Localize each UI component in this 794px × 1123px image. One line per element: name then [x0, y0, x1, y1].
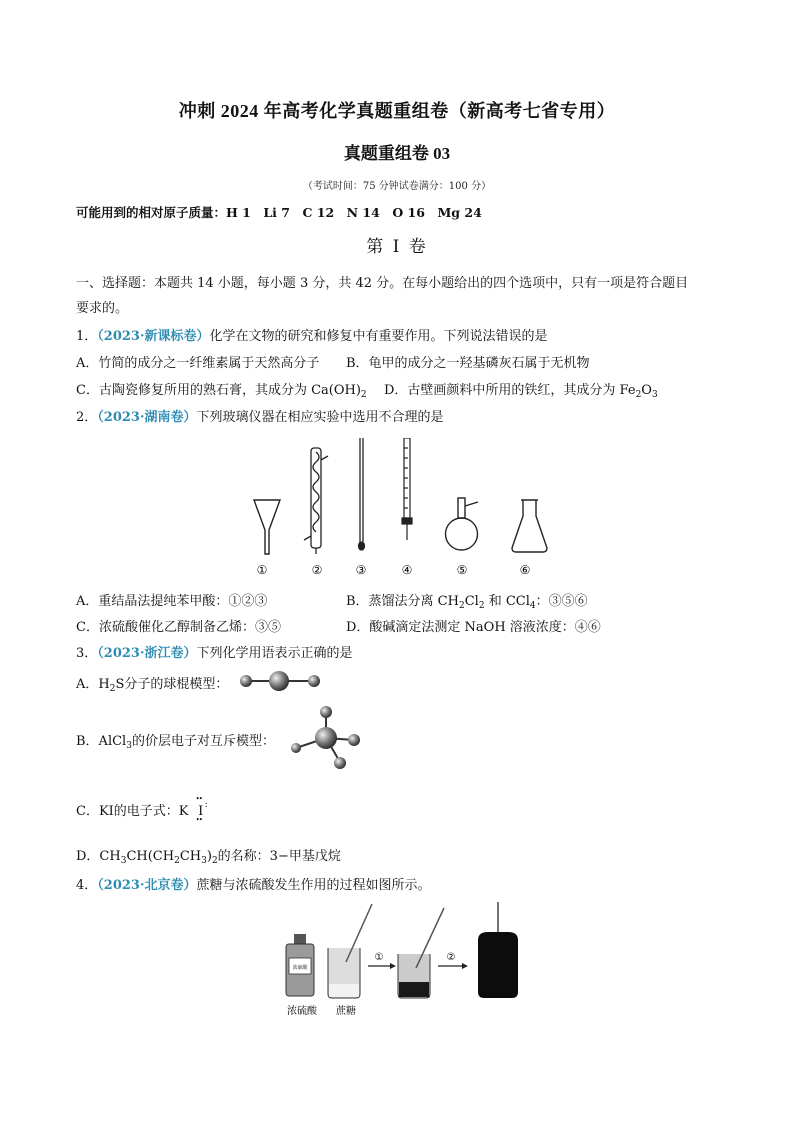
subscript: 3 — [651, 390, 658, 400]
subscript: 4 — [529, 601, 536, 611]
apparatus-label-5: ⑤ — [456, 563, 468, 577]
question-source: （2023·湖南卷） — [97, 410, 197, 425]
subscript: 2 — [109, 684, 116, 694]
question-1-stem — [76, 325, 548, 344]
arrowhead-icon — [462, 963, 468, 969]
q2-option-b — [346, 590, 588, 609]
burette-icon — [402, 438, 412, 540]
formula-part: S分子的球棍模型： — [115, 677, 229, 692]
paper-subtitle: 真题重组卷 03 — [343, 144, 451, 163]
q2-option-a: A．重结晶法提纯苯甲酸：①②③ — [76, 594, 268, 609]
question-number: 2． — [76, 410, 98, 425]
h2s-ball-stick-model — [236, 668, 326, 694]
subscript: 3 — [201, 856, 207, 866]
question-number: 1． — [76, 329, 98, 344]
question-source: （2023·北京卷） — [97, 878, 197, 893]
q3-option-d — [76, 845, 341, 864]
electron-dot-formula — [193, 795, 209, 824]
volume-heading: 第 I 卷 — [366, 237, 428, 257]
subscript: 3 — [120, 856, 127, 866]
sugar-label: 蔗糖 — [336, 1006, 356, 1017]
section-intro-line2: 要求的。 — [76, 301, 129, 316]
ligand-atom-icon — [334, 757, 346, 769]
hydrogen-atom-icon — [240, 675, 252, 687]
formula-part: 的名称：3−甲基戊烷 — [217, 849, 341, 864]
funnel-icon — [254, 500, 280, 554]
formula-part: CH(CH — [126, 849, 175, 864]
question-text: 下列玻璃仪器在相应实验中选用不合理的是 — [196, 410, 444, 425]
glassware-figure — [240, 438, 560, 580]
question-number: 4． — [76, 878, 98, 893]
question-source: （2023·浙江卷） — [97, 646, 197, 661]
condenser-icon — [304, 448, 328, 554]
subscript: 2 — [478, 601, 485, 611]
formula-part: 和 CCl — [484, 594, 530, 609]
arrowhead-icon — [390, 963, 396, 969]
q1-option-d — [384, 379, 658, 398]
question-text: 化学在文物的研究和修复中有重要作用。下列说法错误的是 — [209, 329, 548, 344]
question-source: （2023·新课标卷） — [97, 329, 210, 344]
q1-option-c — [76, 379, 367, 398]
formula-part: Cl — [464, 594, 479, 609]
electron-dots-right-icon: : — [204, 800, 208, 810]
conical-flask-icon — [512, 500, 547, 552]
electron-dots-top-icon: •• — [195, 795, 202, 803]
section-intro-line1: 一、选择题：本题共 14 小题，每小题 3 分，共 42 分。在每小题给出的四个选项中，只有一项是符合题目 — [76, 276, 689, 291]
bottle-label: 浓硫酸 — [292, 965, 308, 971]
q1-option-d-text: D．古壁画颜料中所用的铁红，其成分为 Fe — [384, 383, 636, 398]
sucrose-dehydration-figure — [276, 898, 536, 1018]
subscript: 2 — [174, 856, 180, 866]
apparatus-label-4: ④ — [401, 563, 413, 577]
q3-option-c-text: C．KI的电子式：K — [76, 804, 189, 819]
subscript: 2 — [360, 390, 367, 400]
q1-option-a: A．竹简的成分之一纤维素属于天然高分子 — [76, 356, 320, 371]
question-3-stem — [76, 642, 353, 661]
question-text: 下列化学用语表示正确的是 — [196, 646, 353, 661]
central-atom-icon — [315, 727, 337, 749]
apparatus-label-1: ① — [256, 563, 268, 577]
q1-option-c-text: C．古陶瓷修复所用的熟石膏，其成分为 Ca(OH) — [76, 383, 361, 398]
electron-dots-bottom-icon: •• — [195, 816, 202, 824]
formula-part: ：③⑤⑥ — [535, 594, 588, 609]
hydrogen-atom-icon — [308, 675, 320, 687]
carbon-column-icon — [478, 902, 518, 998]
q2-option-d: D．酸碱滴定法测定 NaOH 溶液浓度：④⑥ — [346, 620, 601, 635]
subscript: 2 — [458, 601, 465, 611]
q2-option-b-text: B．蒸馏法分离 CH — [346, 594, 459, 609]
step-2-label: ② — [446, 952, 456, 963]
apparatus-label-2: ② — [311, 563, 323, 577]
subscript: 3 — [126, 741, 132, 751]
q3-option-a-text: A．H — [76, 677, 110, 692]
beaker-sugar-icon — [328, 904, 372, 998]
page-title: 冲刺 2024 年高考化学真题重组卷（新高考七省专用） — [178, 101, 616, 121]
q3-option-c — [76, 795, 209, 824]
distilling-flask-icon — [446, 498, 479, 550]
formula-part: CH — [179, 849, 202, 864]
subscript: 2 — [635, 390, 642, 400]
formula-part: 的价层电子对互斥模型： — [131, 734, 275, 749]
lone-pair-icon — [291, 743, 301, 753]
subscript: 2 — [211, 856, 218, 866]
q1-option-b: B．龟甲的成分之一羟基磷灰石属于无机物 — [346, 356, 590, 371]
q3-option-a — [76, 673, 228, 692]
ligand-atom-icon — [320, 706, 332, 718]
thermometer-icon — [359, 438, 365, 550]
q3-option-b-text: B．AlCl — [76, 734, 127, 749]
step-1-label: ① — [374, 952, 384, 963]
question-4-stem — [76, 874, 431, 893]
sulfur-atom-icon — [269, 671, 289, 691]
acid-label: 浓硫酸 — [287, 1006, 317, 1017]
apparatus-label-6: ⑥ — [519, 563, 531, 577]
exam-info: （考试时间：75 分钟试卷满分：100 分） — [302, 181, 492, 192]
question-2-stem — [76, 406, 444, 425]
vsepr-model — [282, 702, 368, 772]
ligand-atom-icon — [348, 734, 360, 746]
iodine-symbol: I — [198, 804, 204, 819]
formula-part: O — [641, 383, 652, 398]
acid-bottle-icon — [286, 934, 314, 996]
question-number: 3． — [76, 646, 98, 661]
q3-option-d-text: D．CH — [76, 849, 121, 864]
q3-option-b — [76, 730, 275, 749]
question-text: 蔗糖与浓硫酸发生作用的过程如图所示。 — [196, 878, 431, 893]
q2-option-c: C．浓硫酸催化乙醇制备乙烯：③⑤ — [76, 620, 281, 635]
atomic-masses: 可能用到的相对原子质量：H 1 Li 7 C 12 N 14 O 16 Mg 24 — [76, 205, 482, 220]
formula-part: ) — [206, 849, 212, 864]
apparatus-label-3: ③ — [355, 563, 367, 577]
beaker-reacting-icon — [398, 908, 444, 998]
